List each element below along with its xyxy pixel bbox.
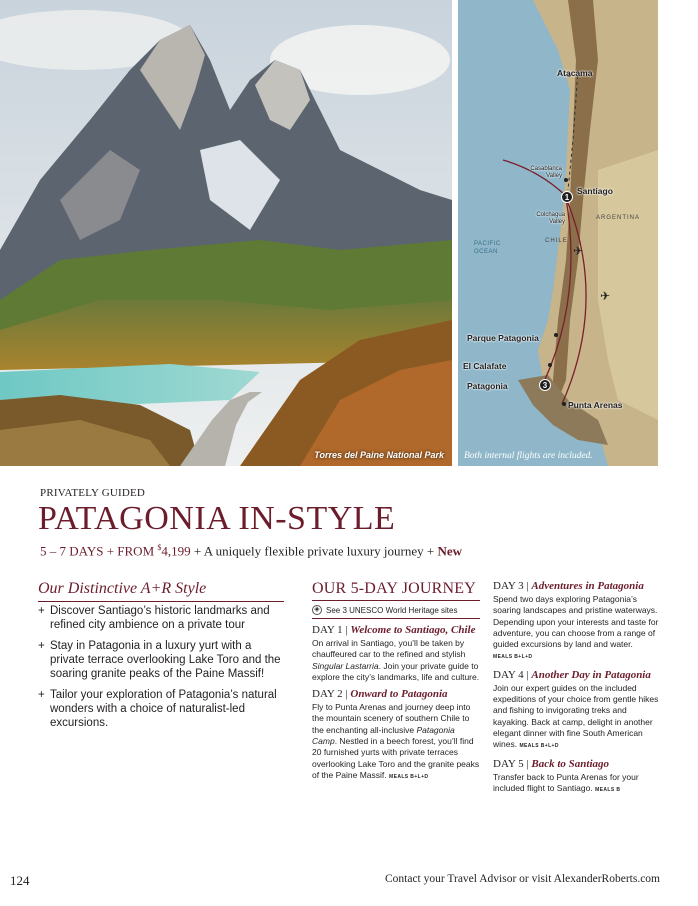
- day-description: [493, 772, 661, 797]
- map-marker-3: 3: [539, 379, 551, 391]
- style-bullet-list: [38, 604, 286, 737]
- itinerary-day-5: [493, 758, 661, 797]
- day-label: DAY 2 |: [312, 688, 351, 701]
- map-label-el-calafate: El Calafate: [463, 361, 507, 371]
- day-heading: [493, 580, 661, 592]
- day-text: . Nestled in a beech forest, you’ll find 20 furnished yurts with private terraces overlooking Lake Toro and the granite peaks of the Paine Massif.: [312, 736, 480, 780]
- price-value: 4,199: [161, 543, 191, 559]
- day-text: . Join your private guide to explore the city’s landmarks, life and culture.: [312, 660, 480, 682]
- day-heading: [493, 758, 661, 770]
- hero-photo: [0, 0, 452, 466]
- map-label-pacific: PACIFIC OCEAN: [474, 241, 501, 255]
- day-title: Another Day in Patagonia: [531, 668, 651, 681]
- map-label-punta-arenas: Punta Arenas: [568, 400, 623, 410]
- journey-column-2: [493, 580, 661, 796]
- map-label-argentina: ARGENTINA: [596, 215, 641, 221]
- style-bullet: + Stay in Patagonia in a luxury yurt with a private terrace overlooking Lake Toro and the soaring granite peaks of the Paine Massif!: [38, 639, 286, 681]
- duration-text: 5 – 7 DAYS + FROM: [40, 543, 158, 559]
- style-bullet: + Tailor your exploration of Patagonia’s natural wonders with a choice of naturalist-led excursions.: [38, 688, 286, 730]
- kicker: PRIVATELY GUIDED: [40, 487, 146, 499]
- itinerary-day-4: [493, 669, 661, 753]
- day-label: DAY 3 |: [493, 580, 532, 592]
- hotel-name: Singular Lastarria: [312, 660, 379, 671]
- photo-caption: Torres del Paine National Park: [314, 450, 444, 460]
- day-text: Spend two days exploring Patagonia’s soaring landscapes and pristine waterways. Depending upon your interests and taste for adventure, you can choose from a range of guided excursions by land and water.: [493, 594, 659, 650]
- map-label-patagonia: Patagonia: [467, 381, 508, 391]
- map-marker-1: 1: [561, 191, 573, 203]
- day-title: Back to Santiago: [531, 757, 609, 770]
- day-title: Onward to Patagonia: [350, 688, 448, 701]
- new-badge: New: [437, 543, 462, 559]
- map-label-chile: CHILE: [545, 238, 568, 244]
- hotel-name: Patagonia Camp: [312, 724, 455, 747]
- day-description: [493, 683, 661, 753]
- journey-column: [312, 580, 480, 783]
- day-text: On arrival in Santiago, you’ll be taken by chauffeured car to the refined and stylish: [312, 638, 466, 660]
- day-heading: [312, 688, 480, 700]
- day-title: Welcome to Santiago, Chile: [350, 624, 476, 636]
- journey-heading: OUR 5-DAY JOURNEY: [312, 580, 480, 601]
- meals-note: MEALS B+L+D: [519, 743, 559, 750]
- day-label: DAY 4 |: [493, 668, 532, 681]
- price-currency: $: [157, 543, 162, 552]
- day-label: DAY 5 |: [493, 757, 532, 770]
- svg-text:✈: ✈: [600, 289, 611, 303]
- day-description: [493, 594, 661, 664]
- day-text: Join our expert guides on the included expeditions of your choice from gentle hikes and fishing to invigorating treks and kayaking. Back at camp, delight in another elegant dinner with fine South American wines.: [493, 682, 659, 750]
- map-label-parque-patagonia: Parque Patagonia: [467, 333, 539, 343]
- map-label-atacama: Atacama: [557, 68, 593, 78]
- unesco-note: [312, 605, 480, 619]
- page-number: 124: [10, 873, 30, 888]
- day-description: [312, 702, 480, 783]
- unesco-text: See 3 UNESCO World Heritage sites: [326, 605, 458, 615]
- itinerary-day-1: [312, 624, 480, 683]
- day-heading: [493, 669, 661, 681]
- map-caption: Both internal flights are included.: [464, 451, 593, 461]
- subtitle: [40, 543, 462, 559]
- page-title: PATAGONIA IN-STYLE: [38, 500, 396, 537]
- tagline: + A uniquely flexible private luxury journey +: [190, 543, 438, 559]
- map-label-colchagua: Colchagua Valley: [536, 212, 565, 225]
- meals-note: MEALS B: [595, 786, 621, 793]
- contact-footer: Contact your Travel Advisor or visit AlexanderRoberts.com: [384, 873, 660, 885]
- day-title: Adventures in Patagonia: [531, 580, 644, 592]
- day-text: Transfer back to Punta Arenas for your included flight to Santiago.: [493, 771, 639, 793]
- svg-text:✈: ✈: [573, 244, 584, 258]
- map-label-santiago: Santiago: [577, 186, 613, 196]
- style-bullet: + Discover Santiago’s historic landmarks and refined city ambience on a private tour: [38, 604, 286, 632]
- day-heading: [312, 624, 480, 636]
- meals-note: MEALS B+L+D: [389, 773, 429, 780]
- style-heading: Our Distinctive A+R Style: [38, 580, 284, 602]
- itinerary-day-3: [493, 580, 661, 664]
- day-label: DAY 1 |: [312, 624, 351, 636]
- itinerary-day-2: [312, 688, 480, 783]
- route-map: [458, 0, 658, 466]
- meals-note: MEALS B+L+D: [493, 654, 533, 661]
- torres-del-paine-illustration: [0, 0, 452, 466]
- day-description: [312, 638, 480, 683]
- map-label-casablanca: Casablanca Valley: [530, 166, 562, 179]
- day-text: Fly to Punta Arenas and journey deep into the mountain scenery of southern Chile to the enchanting all-inclusive: [312, 702, 471, 735]
- unesco-icon: ◈: [312, 605, 322, 615]
